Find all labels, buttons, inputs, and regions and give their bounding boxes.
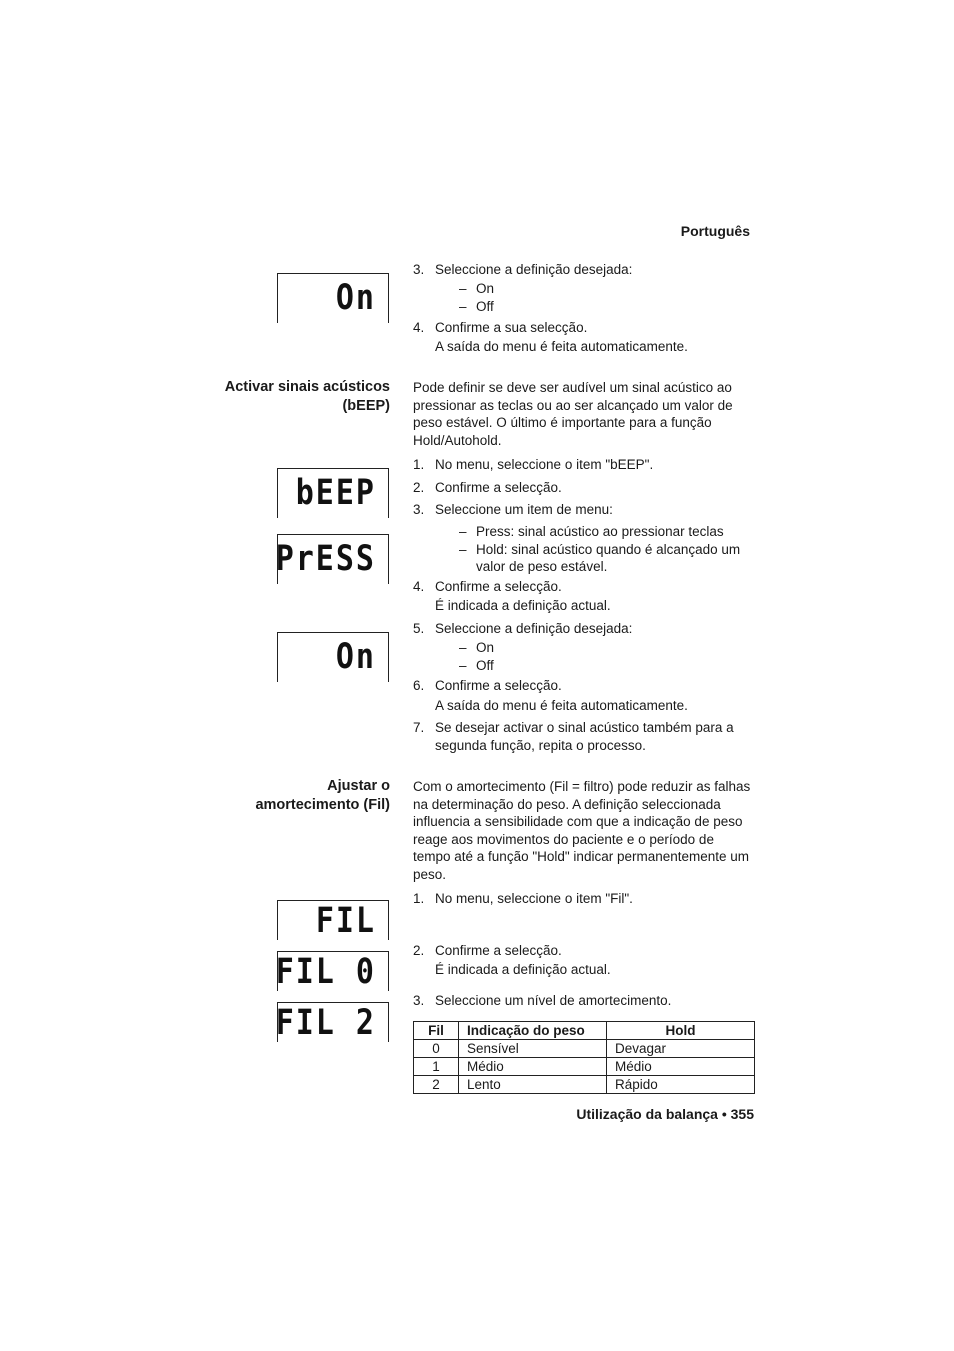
- lcd-display-fil-2: FIL 2: [277, 1002, 389, 1042]
- option-text: Off: [476, 299, 494, 314]
- page-footer: Utilização da balança • 355: [576, 1106, 754, 1122]
- section-title-fil-line1: Ajustar o: [327, 778, 390, 794]
- table-cell: 0: [414, 1040, 459, 1058]
- lcd-text: bEEP: [295, 472, 376, 514]
- table-header-cell: Fil: [414, 1022, 459, 1040]
- step-note: A saída do menu é feita automaticamente.: [435, 698, 688, 713]
- beep-intro-paragraph: Pode definir se deve ser audível um sinal acústico ao pressionar as teclas ou ao ser alcançado um valor de peso estável. O último é importante para a função Hold/Autohold.: [413, 380, 733, 448]
- lcd-text: On: [335, 277, 376, 319]
- step-text: Seleccione a definição desejada:: [435, 262, 633, 277]
- option-text: On: [476, 281, 495, 296]
- table-cell: Sensível: [459, 1040, 607, 1058]
- lcd-display-beep: [277, 468, 389, 518]
- lcd-display-on: [277, 273, 389, 323]
- lcd-display-fil: FIL: [277, 900, 389, 940]
- page-language-header: Português: [680, 223, 750, 239]
- step-number: 4.: [413, 320, 425, 335]
- damping-table: [413, 1021, 755, 1094]
- section-title-beep-line2: (bEEP): [342, 398, 390, 414]
- table-cell: Devagar: [607, 1040, 755, 1058]
- step-note: É indicada a definição actual.: [435, 962, 611, 977]
- table-header-row: [414, 1022, 755, 1040]
- table-cell: Médio: [459, 1058, 607, 1076]
- table-row: [414, 1076, 755, 1094]
- lcd-display-fil-0: FIL 0: [277, 951, 389, 991]
- section-title-fil-line2: amortecimento (Fil): [255, 797, 390, 813]
- lcd-display-press: [277, 534, 389, 584]
- table-cell: 2: [414, 1076, 459, 1094]
- table-cell: Lento: [459, 1076, 607, 1094]
- lcd-display-on-2: [277, 632, 389, 682]
- table-header-cell: Indicação do peso: [459, 1022, 607, 1040]
- lcd-text: On: [335, 636, 376, 678]
- section-title-beep-line1: Activar sinais acústicos: [224, 379, 390, 395]
- table-row: [414, 1058, 755, 1076]
- fil-intro-paragraph: Com o amortecimento (Fil = filtro) pode reduzir as falhas na determinação do peso. A definição seleccionada influencia a sensibilidade com que a indicação de peso reage aos movimentos do paciente e o período de tempo até a função "Hold" indicar permanentemente um peso.: [413, 779, 751, 882]
- table-cell: Rápido: [607, 1076, 755, 1094]
- step-text: Confirme a sua selecção.: [435, 320, 588, 335]
- step-number: 3.: [413, 262, 425, 277]
- table-cell: 1: [414, 1058, 459, 1076]
- step-note: A saída do menu é feita automaticamente.: [435, 339, 688, 354]
- table-row: [414, 1040, 755, 1058]
- table-header-cell: Hold: [607, 1022, 755, 1040]
- table-cell: Médio: [607, 1058, 755, 1076]
- step-note: É indicada a definição actual.: [435, 598, 611, 613]
- lcd-text: PrESS: [275, 538, 376, 580]
